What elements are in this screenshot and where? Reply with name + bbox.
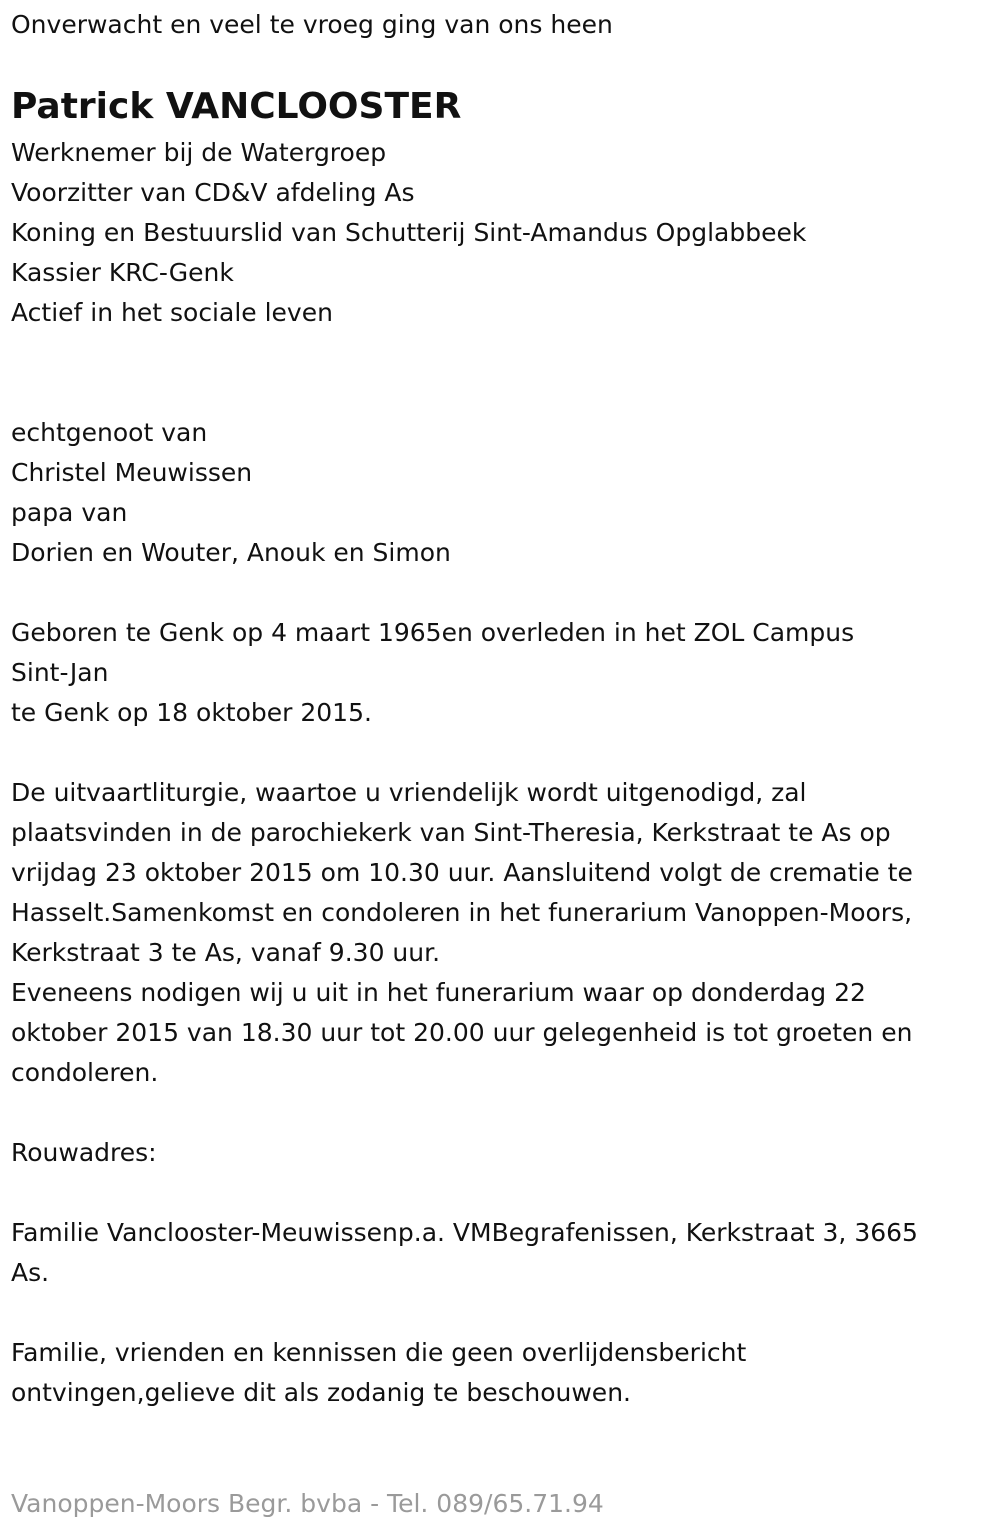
family-line: Christel Meuwissen: [11, 458, 253, 487]
obituary-notice: [0, 5, 1000, 1518]
funeral-line: Kerkstraat 3 te As, vanaf 9.30 uur.: [11, 938, 441, 967]
spacer: [11, 333, 989, 413]
funeral-line: De uitvaartliturgie, waartoe u vriendelijk wordt uitgenodigd, zal: [11, 778, 807, 807]
address-line: Familie Vanclooster-Meuwissenp.a. VMBegrafenissen, Kerkstraat 3, 3665: [11, 1218, 918, 1247]
closing-line: ontvingen,gelieve dit als zodanig te beschouwen.: [11, 1378, 631, 1407]
spacer: [11, 1293, 989, 1333]
closing-note: [11, 1333, 989, 1413]
mourning-address: [11, 1213, 989, 1293]
funeral-line: Eveneens nodigen wij u uit in het funerarium waar op donderdag 22: [11, 978, 866, 1007]
role-line: Kassier KRC-Genk: [11, 258, 234, 287]
birth-death-block: [11, 613, 989, 733]
birth-death-line: Sint-Jan: [11, 658, 109, 687]
spacer: [11, 1173, 989, 1213]
funeral-line: Hasselt.Samenkomst en condoleren in het funerarium Vanoppen-Moors,: [11, 898, 913, 927]
role-line: Koning en Bestuurslid van Schutterij Sint-Amandus Opglabbeek: [11, 218, 807, 247]
spacer: [11, 573, 989, 613]
family-line: Dorien en Wouter, Anouk en Simon: [11, 538, 451, 567]
role-line: Actief in het sociale leven: [11, 298, 333, 327]
spacer: [11, 1093, 989, 1133]
funeral-block: [11, 773, 989, 1093]
funeral-line: vrijdag 23 oktober 2015 om 10.30 uur. Aansluitend volgt de crematie te: [11, 858, 913, 887]
roles-list: [11, 133, 989, 333]
deceased-name: Patrick VANCLOOSTER: [11, 86, 462, 127]
funeral-home-footer: Vanoppen-Moors Begr. bvba - Tel. 089/65.71.94: [11, 1489, 604, 1518]
funeral-line: plaatsvinden in de parochiekerk van Sint-Theresia, Kerkstraat te As op: [11, 818, 891, 847]
mourning-address-label: Rouwadres:: [11, 1138, 157, 1167]
role-line: Voorzitter van CD&V afdeling As: [11, 178, 415, 207]
address-line: As.: [11, 1258, 50, 1287]
family-line: papa van: [11, 498, 128, 527]
funeral-line: condoleren.: [11, 1058, 159, 1087]
closing-line: Familie, vrienden en kennissen die geen overlijdensbericht: [11, 1338, 747, 1367]
family-line: echtgenoot van: [11, 418, 208, 447]
role-line: Werknemer bij de Watergroep: [11, 138, 387, 167]
birth-death-line: te Genk op 18 oktober 2015.: [11, 698, 372, 727]
family-block: [11, 413, 989, 573]
spacer: [11, 733, 989, 773]
birth-death-line: Geboren te Genk op 4 maart 1965en overleden in het ZOL Campus: [11, 618, 855, 647]
funeral-line: oktober 2015 van 18.30 uur tot 20.00 uur gelegenheid is tot groeten en: [11, 1018, 913, 1047]
intro-text: Onverwacht en veel te vroeg ging van ons heen: [11, 10, 613, 39]
